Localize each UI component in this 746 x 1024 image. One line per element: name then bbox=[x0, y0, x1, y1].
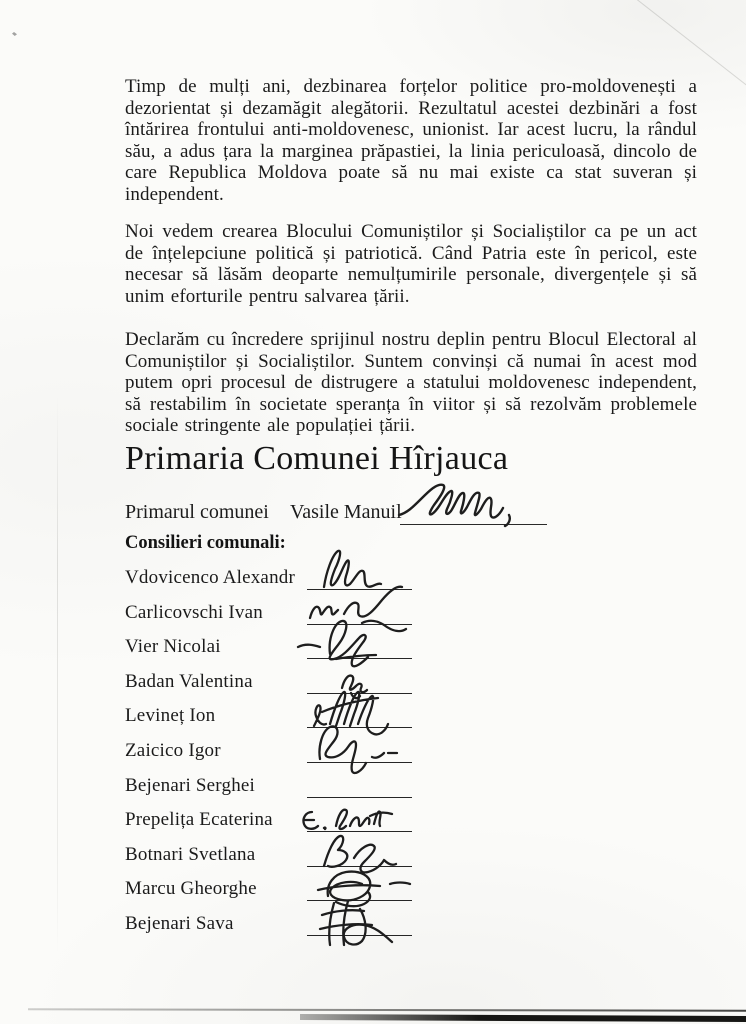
signature-line bbox=[307, 727, 412, 728]
signature-line bbox=[307, 693, 412, 694]
councilor-name: Vdovicenco Alexandr bbox=[125, 567, 295, 588]
paragraph: Declarăm cu încredere sprijinul nostru deplin pentru Blocul Electoral al Comuniștilor și Socialiștilor. Suntem convinși că numai în acest mod putem opri procesul de distrugere a statului moldovenesc independent, să restabilim în societate speranța în viitor și să rezolvăm problemele sociale stringente ale populației țării. bbox=[125, 329, 697, 437]
signature-line bbox=[307, 797, 412, 798]
councilors-list bbox=[125, 561, 697, 942]
signature-line bbox=[307, 624, 412, 625]
councilor-name: Carlicovschi Ivan bbox=[125, 601, 263, 623]
councilor-row bbox=[125, 630, 697, 665]
councilor-row bbox=[125, 561, 697, 596]
councilor-row bbox=[125, 803, 697, 838]
scan-edge-line bbox=[300, 1014, 746, 1022]
councilor-name: Botnari Svetlana bbox=[125, 843, 256, 865]
councilor-row bbox=[125, 838, 697, 873]
councilor-name: Vier Nicolai bbox=[125, 636, 221, 658]
signature-scribble bbox=[272, 543, 442, 603]
signature-line bbox=[307, 866, 412, 867]
paragraph: Timp de mulți ani, dezbinarea forțelor politice pro-moldovenești a dezorientat și dezamăgit alegătorii. Rezultatul acestei dezbinări a fost întărirea frontului anti-moldovenesc, unionist. Iar acest lucru, la rândul său, a adus țara la marginea prăpastiei, la linia periculoasă, dincolo de care Republica Moldova poate să nu mai existe ca stat suveran și independent. bbox=[125, 76, 697, 205]
councilor-row bbox=[125, 665, 697, 700]
scan-edge-line bbox=[28, 1008, 746, 1012]
mayor-role-label: Primarul comunei bbox=[125, 501, 269, 523]
signature-line bbox=[307, 658, 412, 659]
signature-line bbox=[307, 589, 412, 590]
signature-line bbox=[307, 935, 412, 936]
councilor-name: Levineț Ion bbox=[125, 705, 216, 727]
scan-speck bbox=[12, 32, 17, 36]
councilor-row bbox=[125, 769, 697, 804]
councilor-row bbox=[125, 872, 697, 907]
councilor-name: Badan Valentina bbox=[125, 670, 253, 692]
councilors-heading: Consilieri comunali: bbox=[125, 533, 286, 553]
councilor-name: Prepelița Ecaterina bbox=[125, 809, 273, 831]
councilor-row bbox=[125, 596, 697, 631]
mayor-name: Vasile Manuil bbox=[290, 501, 402, 523]
paper-crease bbox=[57, 395, 58, 955]
councilor-name: Zaicico Igor bbox=[125, 739, 221, 761]
mayor-signature-row bbox=[125, 497, 697, 527]
signature-line bbox=[307, 831, 412, 832]
signature-line bbox=[307, 900, 412, 901]
councilor-row bbox=[125, 699, 697, 734]
councilor-name: Bejenari Serghei bbox=[125, 774, 256, 796]
councilor-name: Marcu Gheorghe bbox=[125, 878, 257, 900]
signature-line bbox=[307, 762, 412, 763]
paragraph: Noi vedem crearea Blocului Comuniștilor și Socialiștilor ca pe un act de înțelepciune politică și patriotică. Când Patria este în pericol, este necesar să lăsăm deoparte nemulțumirile personale, divergențele și să unim eforturile pentru salvarea țării. bbox=[125, 221, 697, 307]
page-title: Primaria Comunei Hîrjauca bbox=[125, 440, 509, 477]
councilor-row bbox=[125, 907, 697, 942]
signature-scribble bbox=[383, 475, 563, 531]
councilor-name: Bejenari Sava bbox=[125, 912, 234, 934]
councilor-row bbox=[125, 734, 697, 769]
